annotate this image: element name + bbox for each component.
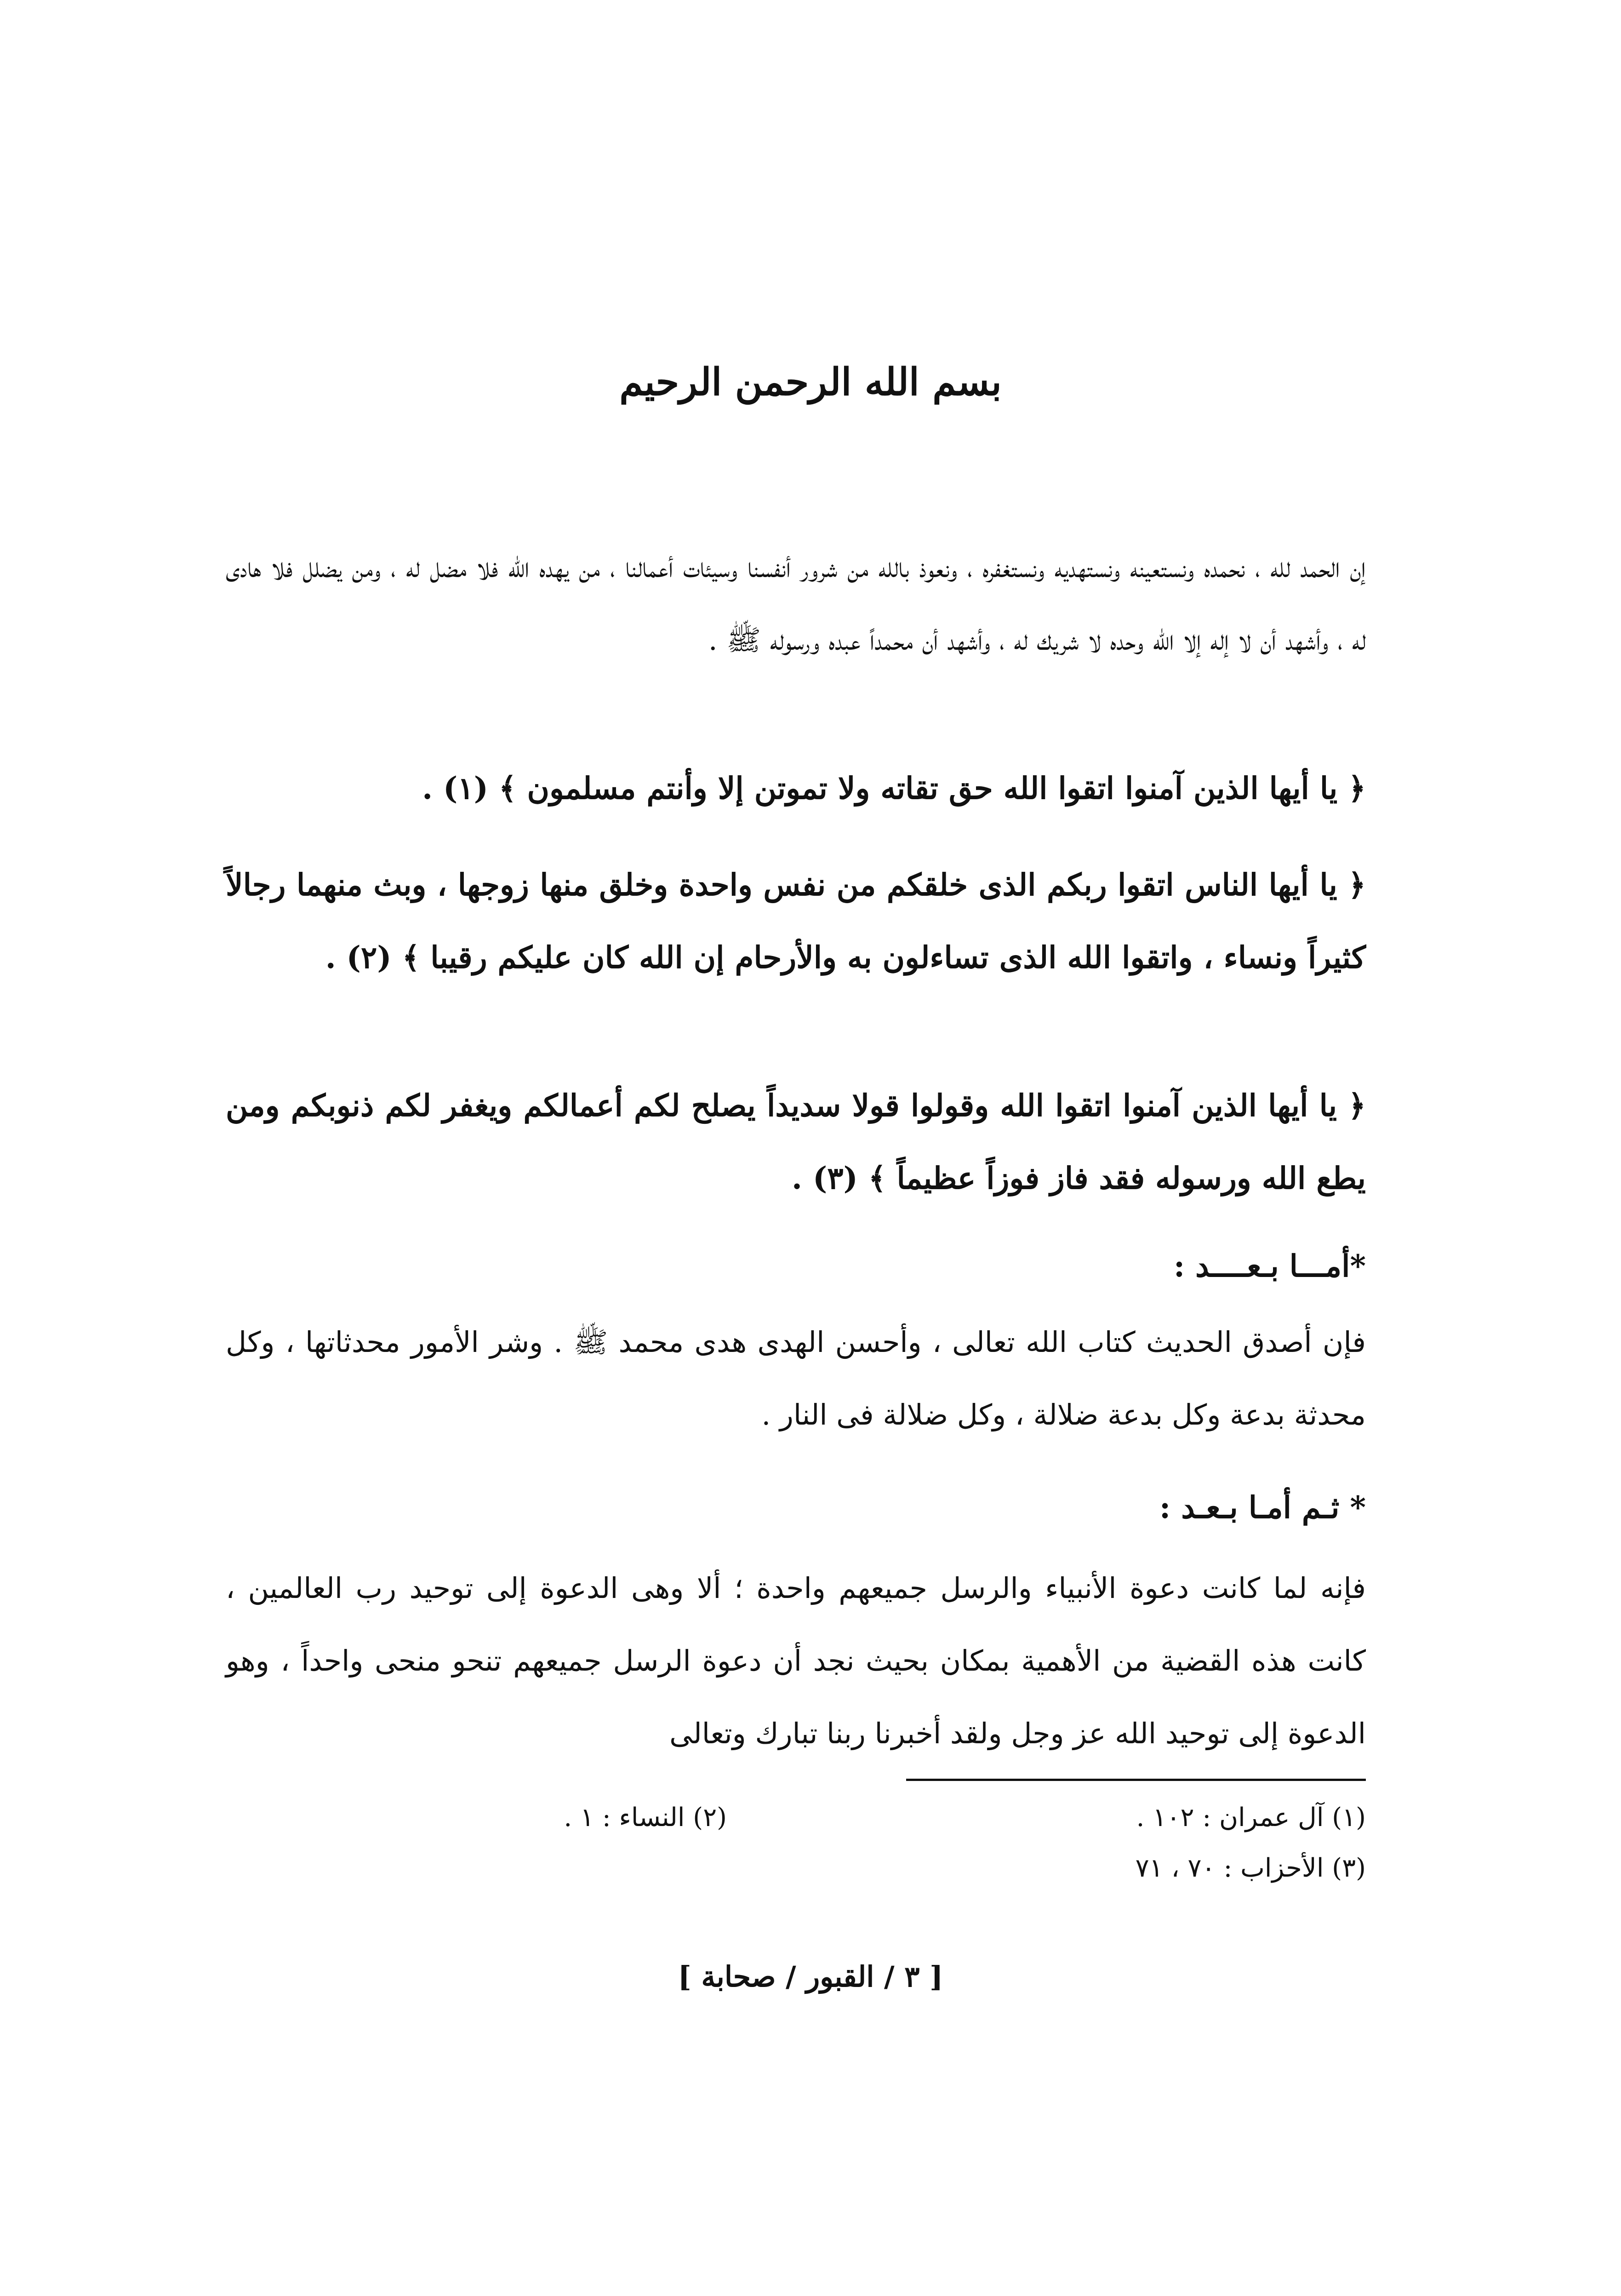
verse-2: ﴿ يا أيها الناس اتقوا ربكم الذى خلقكم من نفس واحدة وخلق منها زوجها ، وبث منهما رجالاً كثيراً ونساء ، واتقوا الله الذى تساءلون به والأرحام إن الله كان عليكم رقيبا ﴾ (٢) .: [226, 867, 1366, 975]
section-heading-amma-baad: *أمـــا بـعــــد :: [1173, 1248, 1366, 1284]
footnote-1: (١) آل عمران : ١٠٢ .: [1136, 1803, 1366, 1832]
opening-paragraph: إن الحمد لله ، نحمده ونستعينه ونستهديه ونستغفره ، ونعوذ بالله من شرور أنفسنا وسيئات أعمالنا ، من يهده الله فلا مضل له ، ومن يضلل فلا هادى له ، وأشهد أن لا إله إلا الله وحده لا شريك له ، وأشهد أن محمداً عبده ورسوله ﷺ .: [226, 550, 1366, 657]
paragraph-tawhid: فإنه لما كانت دعوة الأنبياء والرسل جميعهم واحدة ؛ ألا وهى الدعوة إلى توحيد رب العالمين ، كانت هذه القضية من الأهمية بمكان بحيث نجد أن دعوة الرسل جميعهم تنحو منحى واحداً ، وهو الدعوة إلى توحيد الله عز وجل ولقد أخبرنا ربنا تبارك وتعالى: [226, 1571, 1366, 1750]
footnote-2: (٢) النساء : ١ .: [564, 1803, 727, 1832]
section-heading-thumma-amma-baad: * ثـم أمـا بـعـد :: [1159, 1489, 1366, 1525]
footnote-divider: [906, 1779, 1366, 1781]
paragraph-hadith: فإن أصدق الحديث كتاب الله تعالى ، وأحسن الهدى هدى محمد ﷺ . وشر الأمور محدثاتها ، وكل محدثة بدعة وكل بدعة ضلالة ، وكل ضلالة فى النار .: [226, 1325, 1366, 1431]
footnote-3: (٣) الأحزاب : ٧٠ ، ٧١: [1135, 1853, 1366, 1883]
verse-3: ﴿ يا أيها الذين آمنوا اتقوا الله وقولوا قولا سديداً يصلح لكم أعمالكم ويغفر لكم ذنوبكم ومن يطع الله ورسوله فقد فاز فوزاً عظيماً ﴾ (٣) .: [226, 1088, 1366, 1196]
page-folio: [ ٣ / القبور / صحابة ]: [678, 1960, 943, 1993]
verse-1: ﴿ يا أيها الذين آمنوا اتقوا الله حق تقاته ولا تموتن إلا وأنتم مسلمون ﴾ (١) .: [422, 770, 1366, 806]
page-title: بسم الله الرحمن الرحيم: [619, 360, 1002, 404]
